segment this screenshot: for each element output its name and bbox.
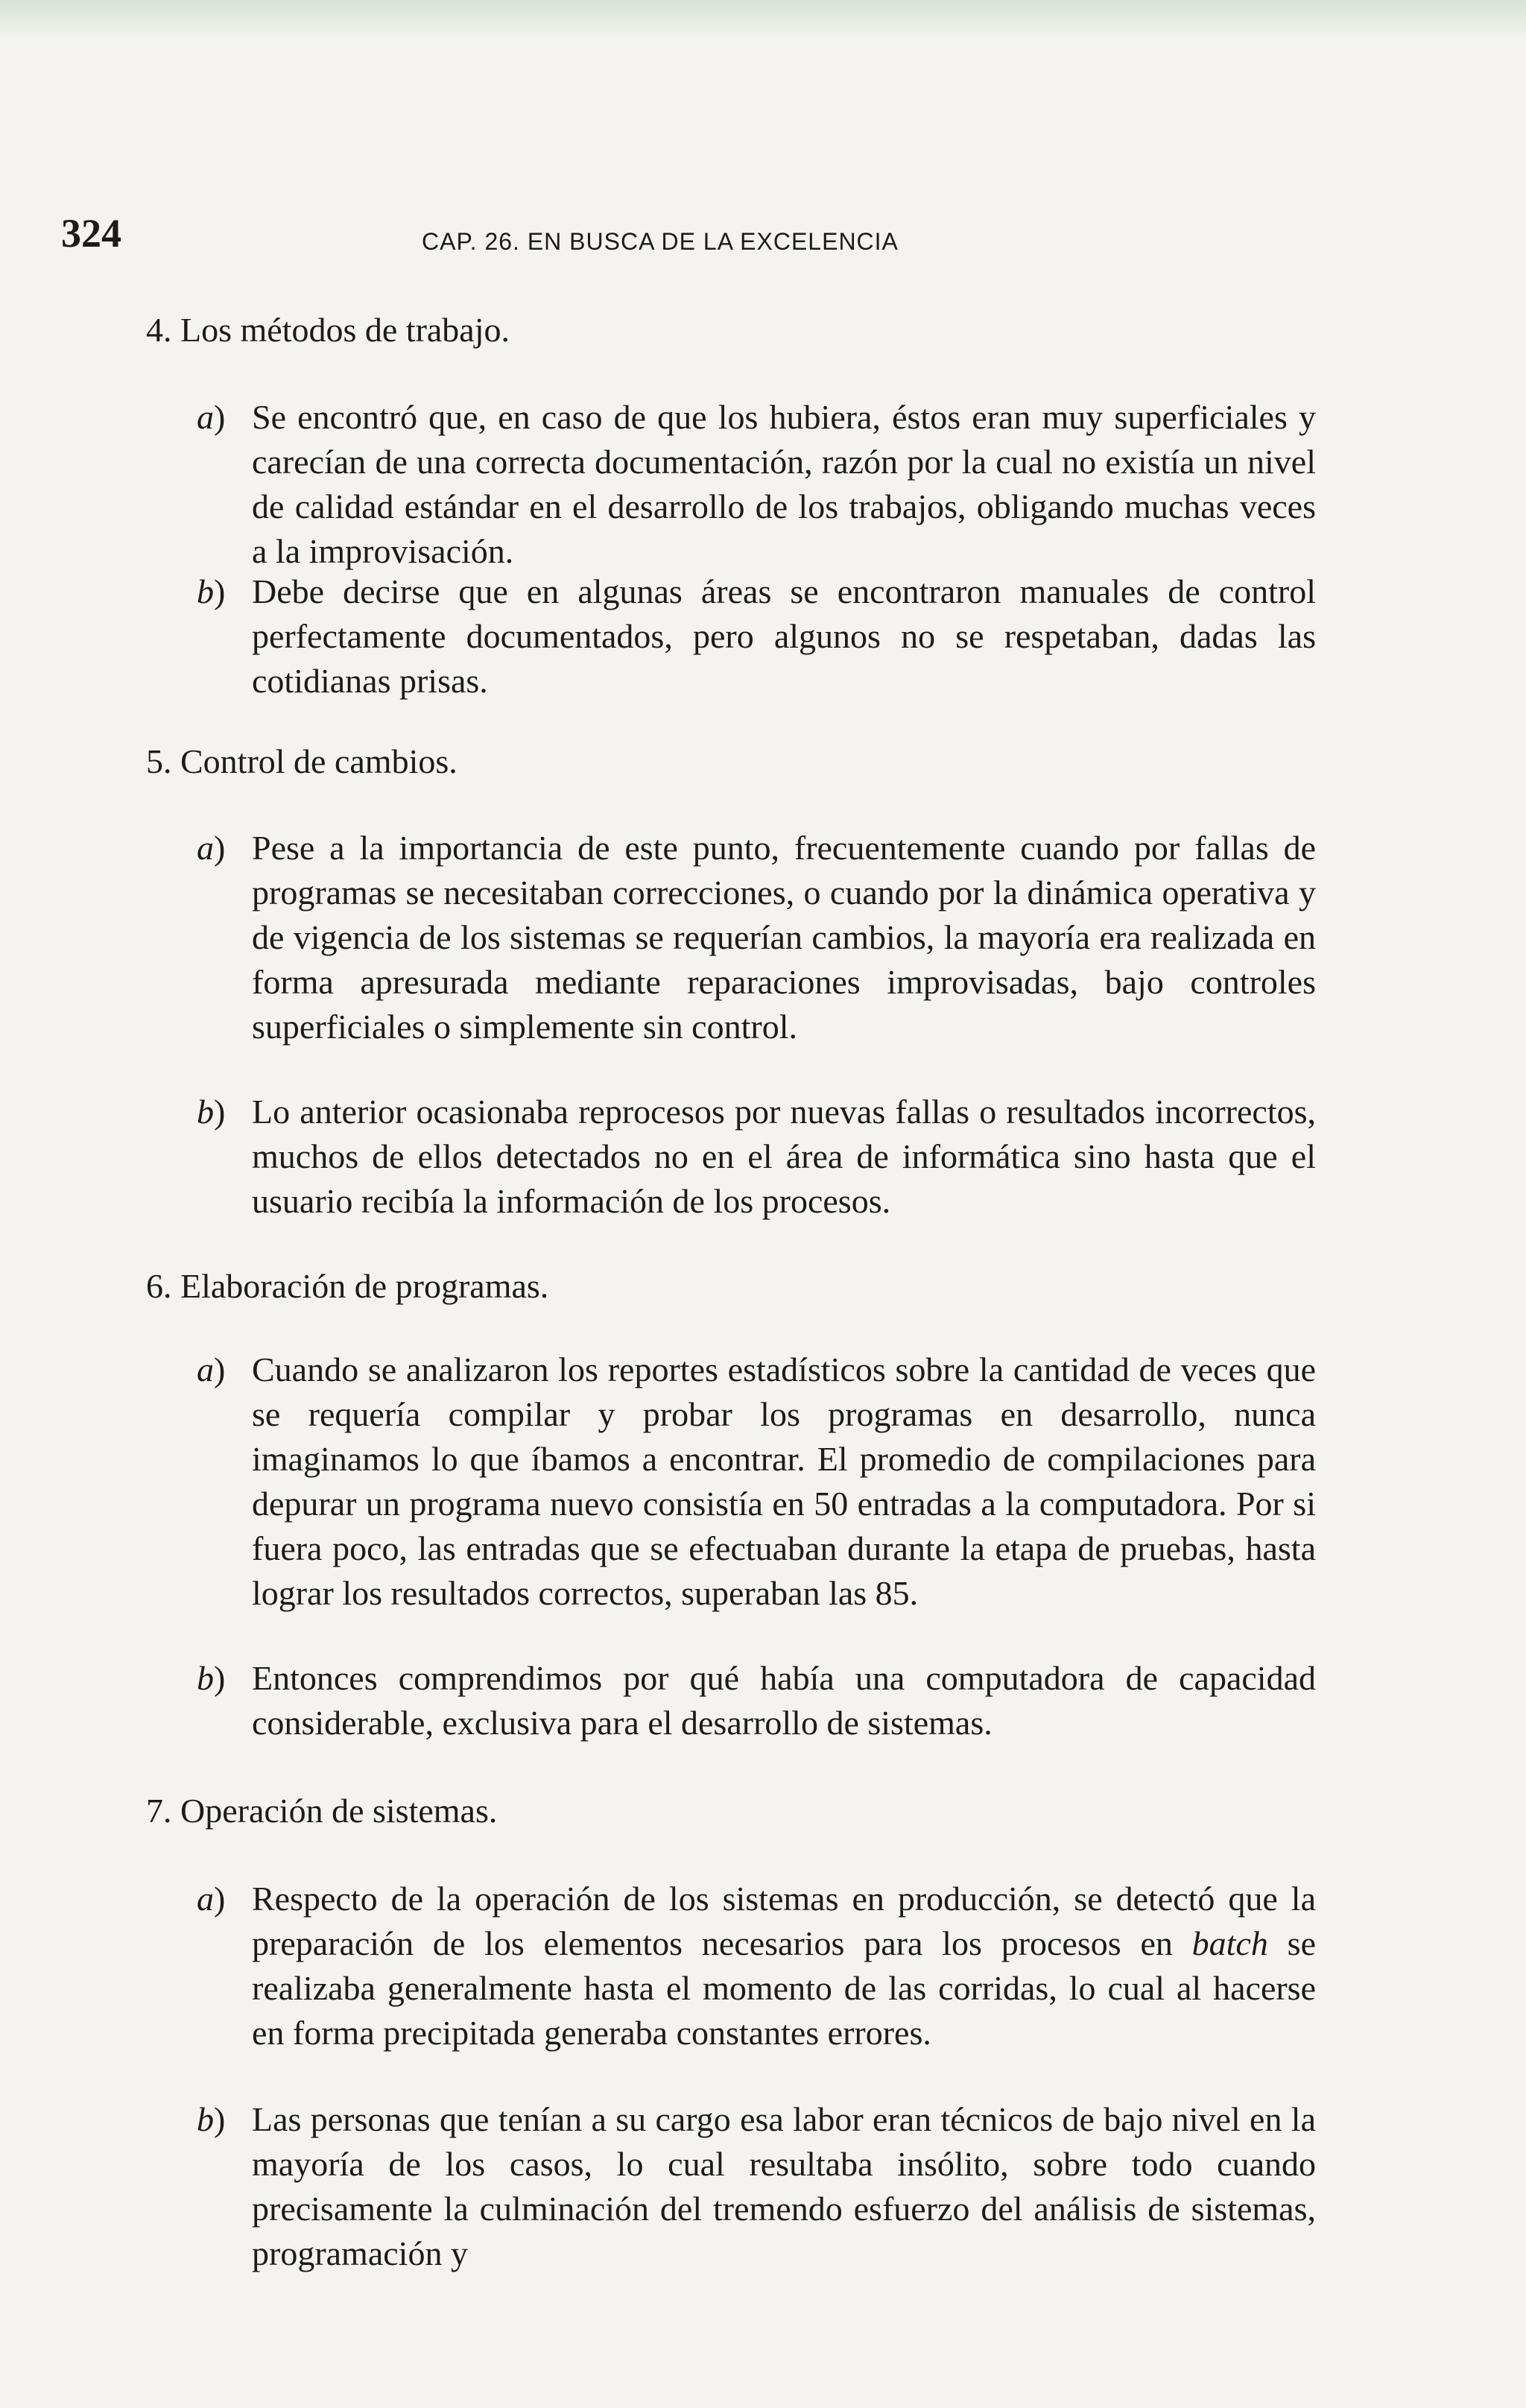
item-letter: b)	[197, 572, 226, 610]
section-heading: 4. Los métodos de trabajo.	[146, 311, 510, 349]
item-letter-text: b	[197, 1093, 214, 1131]
item-letter-text: a	[197, 829, 214, 867]
item-letter-text: a	[197, 398, 214, 436]
item-letter-text: b	[197, 572, 214, 610]
item-letter: a)	[197, 398, 226, 436]
item-letter-text: b	[197, 1659, 214, 1697]
item-text: Lo anterior ocasionaba reprocesos por nuevas fallas o resultados incorrectos, muchos de ellos detectados no en el área de informática sino hasta que el usuario recibía la información de los procesos.	[252, 1093, 1316, 1220]
item-letter-text: b	[197, 2100, 214, 2138]
item-letter: a)	[197, 1880, 226, 1918]
item-letter-text: a	[197, 1880, 214, 1918]
item-text	[252, 1877, 1316, 2055]
item-letter: a)	[197, 1350, 226, 1388]
item-text-part: Respecto de la operación de los sistemas en producción, se detectó que la preparación de los elementos necesarios para los procesos en	[252, 1880, 1316, 1962]
item-letter: a)	[197, 829, 226, 867]
page-number: 324	[61, 211, 121, 256]
item-text: Cuando se analizaron los reportes estadísticos sobre la cantidad de veces que se requería compilar y probar los programas en desarrollo, nunca imaginamos lo que íbamos a encontrar. El promedio de compilaciones para depurar un programa nuevo consistía en 50 entradas a la computadora. Por si fuera poco, las entradas que se efectuaban durante la etapa de pruebas, hasta lograr los resultados correctos, superaban las 85.	[252, 1350, 1316, 1612]
section-heading: 7. Operación de sistemas.	[146, 1792, 498, 1830]
item-text: Se encontró que, en caso de que los hubiera, éstos eran muy superficiales y carecían de una correcta documentación, razón por la cual no existía un nivel de calidad estándar en el desarrollo de los trabajos, obligando muchas veces a la improvisación.	[252, 398, 1316, 570]
item-text: Las personas que tenían a su cargo esa labor eran técnicos de bajo nivel en la mayoría de los casos, lo cual resultaba insólito, sobre todo cuando precisamente la culminación del tremendo esfuerzo del análisis de sistemas, programación y	[252, 2100, 1316, 2272]
scan-top-edge	[0, 0, 1526, 39]
item-letter: b)	[197, 1659, 226, 1697]
chapter-title: CAP. 26. EN BUSCA DE LA EXCELENCIA	[422, 228, 899, 255]
section-heading: 6. Elaboración de programas.	[146, 1267, 549, 1305]
item-text-part: se realizaba generalmente hasta el momento de las corridas, lo cual al hacerse en forma precipitada generaba constantes errores.	[252, 1924, 1316, 2052]
item-letter: b)	[197, 1093, 226, 1131]
item-text: Debe decirse que en algunas áreas se encontraron manuales de control perfectamente documentados, pero algunos no se respetaban, dadas las cotidianas prisas.	[252, 572, 1316, 700]
section-heading: 5. Control de cambios.	[146, 742, 458, 780]
item-letter: b)	[197, 2100, 226, 2138]
item-text: Pese a la importancia de este punto, frecuentemente cuando por fallas de programas se necesitaban correcciones, o cuando por la dinámica operativa y de vigencia de los sistemas se requerían cambios, la mayoría era realizada en forma apresurada mediante reparaciones improvisadas, bajo controles superficiales o simplemente sin control.	[252, 829, 1316, 1046]
item-text-emphasis: batch	[1191, 1924, 1268, 1962]
item-letter-text: a	[197, 1350, 214, 1388]
item-text: Entonces comprendimos por qué había una computadora de capacidad considerable, exclusiva para el desarrollo de sistemas.	[252, 1659, 1316, 1742]
